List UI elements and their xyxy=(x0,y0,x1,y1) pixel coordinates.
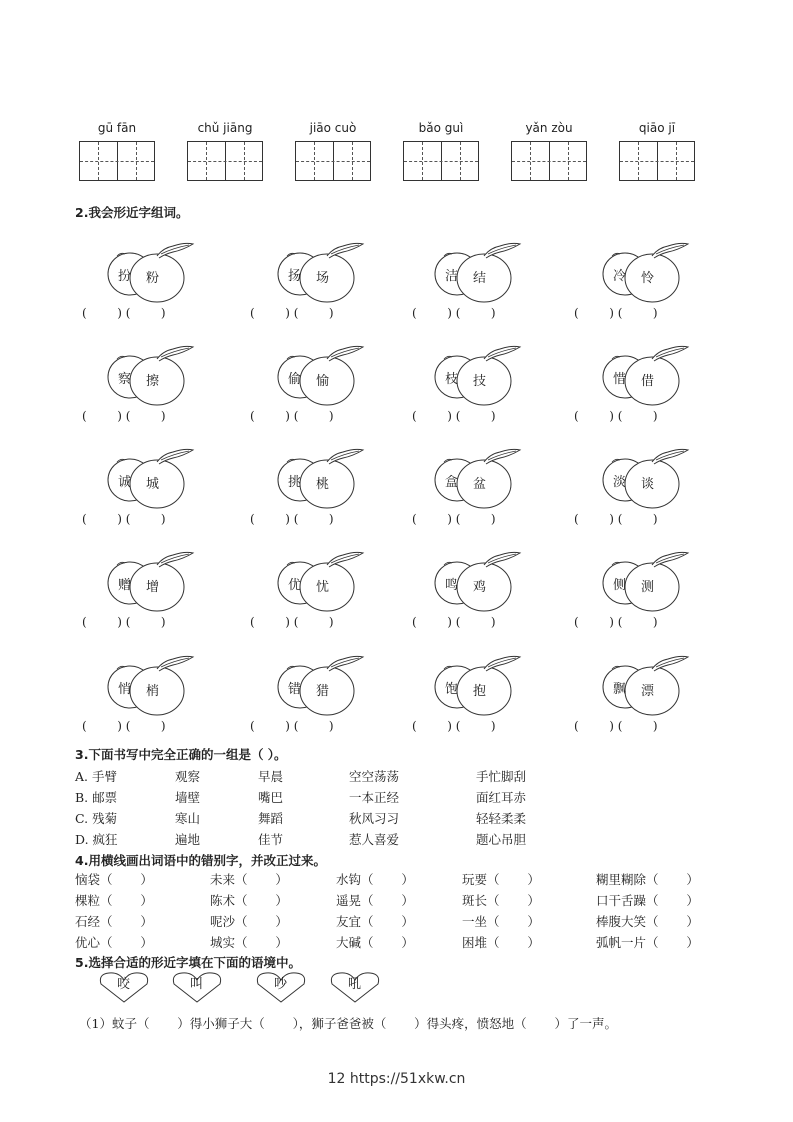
apple-char-left: 冷 xyxy=(613,269,627,284)
apple-pair xyxy=(432,653,542,723)
answer-blank[interactable]: ( ) ( ) xyxy=(250,306,334,320)
apple-char-left: 优 xyxy=(288,578,302,593)
option-word[interactable]: B. 邮票 xyxy=(75,790,118,805)
correction-item[interactable]: 弧帆一片（ ） xyxy=(596,935,699,950)
apple-char-left: 洁 xyxy=(445,269,459,284)
heart-choice[interactable] xyxy=(170,970,224,1004)
apple-char-right: 城 xyxy=(146,477,160,492)
writing-grid[interactable] xyxy=(619,141,695,181)
apple-char-left: 赠 xyxy=(118,578,132,593)
apple-pair xyxy=(432,343,542,413)
apple-char-right: 谈 xyxy=(641,477,655,492)
section-5-title: 5.选择合适的形近字填在下面的语境中。 xyxy=(75,955,301,970)
correction-item[interactable]: 口干舌躁（ ） xyxy=(596,893,699,908)
option-word[interactable]: C. 残菊 xyxy=(75,811,118,826)
apple-pair xyxy=(275,549,385,619)
apple-char-right: 场 xyxy=(316,271,330,286)
option-word: 题心吊胆 xyxy=(476,832,527,847)
correction-item[interactable]: 棒腹大笑（ ） xyxy=(596,914,699,929)
section-3-title: 3.下面书写中完全正确的一组是（ ）。 xyxy=(75,747,287,762)
apple-pair xyxy=(105,343,215,413)
apple-pair xyxy=(432,240,542,310)
correction-item[interactable]: 玩要（ ） xyxy=(462,872,540,887)
answer-blank[interactable]: ( ) ( ) xyxy=(574,719,658,733)
apple-pair xyxy=(275,343,385,413)
option-word: 手忙脚刮 xyxy=(476,769,527,784)
answer-blank[interactable]: ( ) ( ) xyxy=(250,719,334,733)
apple-char-left: 惜 xyxy=(613,372,627,387)
apple-char-left: 诚 xyxy=(118,475,132,490)
apple-pair xyxy=(105,446,215,516)
answer-blank[interactable]: ( ) ( ) xyxy=(574,615,658,629)
apple-pair xyxy=(432,446,542,516)
pinyin-label: jiāo cuò xyxy=(309,121,357,135)
apple-pair xyxy=(600,343,710,413)
answer-blank[interactable]: ( ) ( ) xyxy=(412,719,496,733)
option-word: 嘴巴 xyxy=(258,790,284,805)
writing-grid[interactable] xyxy=(295,141,371,181)
correction-item[interactable]: 陈术（ ） xyxy=(210,893,288,908)
pinyin-label: yǎn zòu xyxy=(525,121,573,135)
writing-grid[interactable] xyxy=(403,141,479,181)
apple-char-right: 粉 xyxy=(146,271,160,286)
apple-pair xyxy=(275,240,385,310)
answer-blank[interactable]: ( ) ( ) xyxy=(250,615,334,629)
answer-blank[interactable]: ( ) ( ) xyxy=(412,409,496,423)
option-word: 舞蹈 xyxy=(258,811,284,826)
answer-blank[interactable]: ( ) ( ) xyxy=(82,615,166,629)
correction-item[interactable]: 呢沙（ ） xyxy=(210,914,288,929)
apple-pair xyxy=(105,240,215,310)
apple-char-left: 侧 xyxy=(613,578,627,593)
correction-item[interactable]: 困堆（ ） xyxy=(462,935,540,950)
apple-char-right: 桃 xyxy=(316,477,330,492)
apple-pair xyxy=(600,653,710,723)
option-word: 轻轻柔柔 xyxy=(476,811,527,826)
option-word: 墙壁 xyxy=(175,790,201,805)
pinyin-label: chǔ jiāng xyxy=(197,121,253,135)
apple-char-right: 测 xyxy=(641,580,655,595)
option-word: 佳节 xyxy=(258,832,284,847)
apple-char-left: 扬 xyxy=(288,269,302,284)
answer-blank[interactable]: ( ) ( ) xyxy=(82,306,166,320)
answer-blank[interactable]: ( ) ( ) xyxy=(574,306,658,320)
option-word: 空空荡荡 xyxy=(349,769,400,784)
option-word[interactable]: D. 疯狂 xyxy=(75,832,118,847)
answer-blank[interactable]: ( ) ( ) xyxy=(412,306,496,320)
apple-char-left: 盒 xyxy=(445,475,459,490)
option-word: 观察 xyxy=(175,769,201,784)
heart-choice[interactable] xyxy=(328,970,382,1004)
option-word: 寒山 xyxy=(175,811,201,826)
apple-char-left: 偷 xyxy=(288,372,302,387)
apple-char-left: 飘 xyxy=(613,682,627,697)
correction-item[interactable]: 一坐（ ） xyxy=(462,914,540,929)
apple-char-right: 擦 xyxy=(146,374,160,389)
answer-blank[interactable]: ( ) ( ) xyxy=(82,719,166,733)
apple-char-right: 技 xyxy=(473,374,487,389)
correction-item[interactable]: 友宜（ ） xyxy=(336,914,414,929)
apple-char-right: 增 xyxy=(146,580,160,595)
correction-item[interactable]: 斑长（ ） xyxy=(462,893,540,908)
section-2-title: 2.我会形近字组词。 xyxy=(75,205,189,220)
apple-char-right: 抱 xyxy=(473,684,487,699)
apple-pair xyxy=(600,446,710,516)
apple-char-left: 淡 xyxy=(613,475,627,490)
heart-char: 咬 xyxy=(117,977,131,992)
correction-item[interactable]: 水钩（ ） xyxy=(336,872,414,887)
answer-blank[interactable]: ( ) ( ) xyxy=(574,409,658,423)
answer-blank[interactable]: ( ) ( ) xyxy=(574,512,658,526)
writing-grid[interactable] xyxy=(511,141,587,181)
correction-item[interactable]: 恼袋（ ） xyxy=(75,872,153,887)
answer-blank[interactable]: ( ) ( ) xyxy=(412,512,496,526)
apple-char-left: 枝 xyxy=(445,372,459,387)
option-word: 秋风习习 xyxy=(349,811,400,826)
pinyin-label: gū fān xyxy=(97,121,137,135)
apple-pair xyxy=(600,549,710,619)
pinyin-label: bǎo guì xyxy=(418,121,464,135)
apple-pair xyxy=(432,549,542,619)
apple-pair xyxy=(600,240,710,310)
apple-char-left: 扮 xyxy=(118,269,132,284)
fill-sentence[interactable]: （1）蚊子（ ）得小狮子大（ ），狮子爸爸被（ ）得头疼，愤怒地（ ）了一声。 xyxy=(79,1016,617,1031)
answer-blank[interactable]: ( ) ( ) xyxy=(250,512,334,526)
option-word[interactable]: A. 手臂 xyxy=(75,769,117,784)
apple-char-left: 悄 xyxy=(118,682,132,697)
correction-item[interactable]: 大碱（ ） xyxy=(336,935,414,950)
option-word: 惹人喜爱 xyxy=(349,832,400,847)
heart-char: 吵 xyxy=(274,977,288,992)
heart-choice[interactable] xyxy=(254,970,308,1004)
correction-item[interactable]: 棵粒（ ） xyxy=(75,893,153,908)
apple-char-right: 鸡 xyxy=(473,580,487,595)
apple-pair xyxy=(105,653,215,723)
apple-char-right: 盆 xyxy=(473,477,487,492)
correction-item[interactable]: 石经（ ） xyxy=(75,914,153,929)
correction-item[interactable]: 未来（ ） xyxy=(210,872,288,887)
option-word: 遍地 xyxy=(175,832,201,847)
apple-pair xyxy=(105,549,215,619)
apple-char-right: 怜 xyxy=(641,271,655,286)
apple-char-right: 梢 xyxy=(146,684,160,699)
apple-char-right: 结 xyxy=(473,271,487,286)
heart-choice[interactable] xyxy=(97,970,151,1004)
apple-char-right: 漂 xyxy=(641,684,655,699)
pinyin-label: qiāo jī xyxy=(638,121,676,135)
writing-grid[interactable] xyxy=(79,141,155,181)
correction-item[interactable]: 城实（ ） xyxy=(210,935,288,950)
apple-char-left: 察 xyxy=(118,372,132,387)
apple-char-right: 猎 xyxy=(316,684,330,699)
answer-blank[interactable]: ( ) ( ) xyxy=(82,512,166,526)
option-word: 早晨 xyxy=(258,769,284,784)
apple-char-left: 挑 xyxy=(288,475,302,490)
section-4-title: 4.用横线画出词语中的错别字，并改正过来。 xyxy=(75,853,326,868)
writing-grid[interactable] xyxy=(187,141,263,181)
answer-blank[interactable]: ( ) ( ) xyxy=(82,409,166,423)
apple-pair xyxy=(275,446,385,516)
page-footer: 12 https://51xkw.cn xyxy=(327,1071,466,1087)
apple-char-left: 鸣 xyxy=(445,578,459,593)
answer-blank[interactable]: ( ) ( ) xyxy=(250,409,334,423)
correction-item[interactable]: 遥晃（ ） xyxy=(336,893,414,908)
answer-blank[interactable]: ( ) ( ) xyxy=(412,615,496,629)
correction-item[interactable]: 优心（ ） xyxy=(75,935,153,950)
correction-item[interactable]: 糊里糊除（ ） xyxy=(596,872,699,887)
apple-char-right: 愉 xyxy=(316,374,330,389)
heart-char: 吼 xyxy=(348,977,362,992)
apple-char-left: 饱 xyxy=(445,682,459,697)
apple-pair xyxy=(275,653,385,723)
option-word: 面红耳赤 xyxy=(476,790,527,805)
apple-char-right: 借 xyxy=(641,374,655,389)
option-word: 一本正经 xyxy=(349,790,400,805)
apple-char-left: 错 xyxy=(288,682,302,697)
heart-char: 叫 xyxy=(190,977,204,992)
apple-char-right: 忧 xyxy=(316,580,330,595)
